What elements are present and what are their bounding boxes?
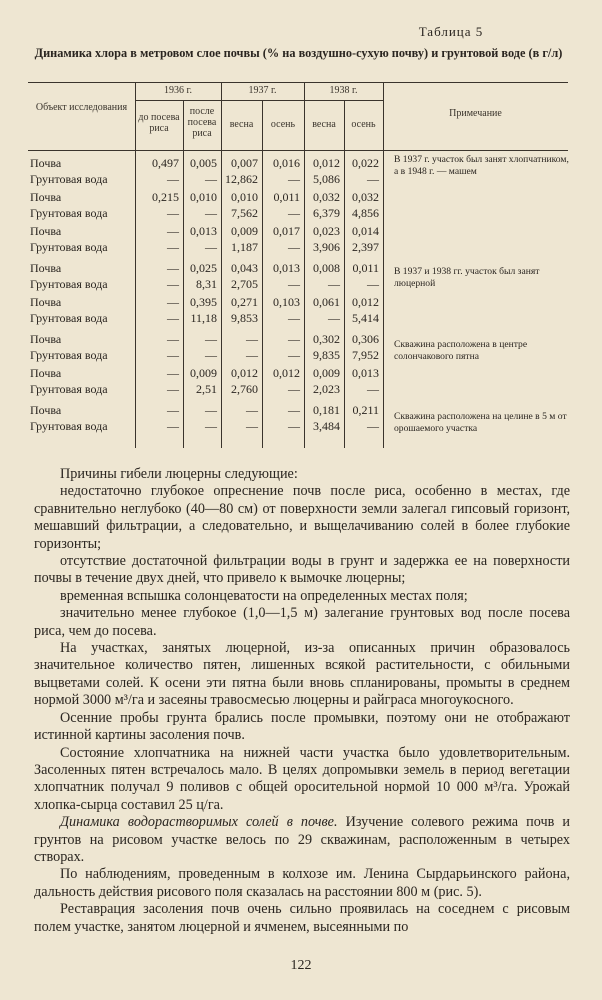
header-object: Объект исследования [35,102,128,113]
table-cell: 3,906 [313,240,340,254]
table-cell: 0,007 [231,156,258,170]
table-cell: 0,010 [190,190,217,204]
paragraph: отсутствие достаточной фильтрации воды в грунт и задержка ее на поверхности почвы в течение двух дней, что привело к вымочке люцерны; [34,553,570,587]
table-cell: 7,562 [231,206,258,220]
table-cell: 2,397 [352,240,379,254]
table-cell: 0,011 [352,261,379,275]
table-cell: 0,012 [231,366,258,380]
table-cell: 0,012 [273,366,300,380]
table-cell: 0,211 [352,403,379,417]
header-after-rice: после посева риса [187,106,217,139]
table-top-rule [28,82,568,83]
table-cell: — [367,172,379,186]
table-cell: — [288,382,300,396]
row-label: Почва [30,190,62,204]
table-cell: 0,013 [190,224,217,238]
header-note: Примечание [449,108,502,119]
table-cell: 0,025 [190,261,217,275]
row-label: Грунтовая вода [30,382,108,396]
note-2: В 1937 и 1938 гг. участок был занят люцерной [394,266,540,289]
paragraph: временная вспышка солонцеватости на определенных местах поля; [60,587,468,604]
paragraph: На участках, занятых люцерной, из-за описанных причин образовалось значительное количество пятен, лишенных всякой растительности, с обильными выцветами солей. К осени эти пятна были вновь спланированы, промыты в среднем нормой 3000 м³/га и засеяны травосмесью люцерны и райграса многоукосного. [34,640,570,709]
table-cell: 0,032 [352,190,379,204]
table-cell: — [205,206,217,220]
table-cell: 0,013 [352,366,379,380]
table-cell: — [288,332,300,346]
paragraph-text: Изучение солевого режима почв и грунтов на рисовом участке велось по 29 скважинам, расположенным в четырех створах. [34,814,571,865]
table-cell: — [328,277,340,291]
header-spring-1937: весна [229,119,254,130]
paragraph: недостаточно глубокое опреснение почв после риса, особенно в местах, где сравнительно неглубоко (40—80 см) от поверхности земли залегал гипсовый горизонт, мешавший фильтрации, а следовательно, и выщелачиванию солей в более глубокие горизонты; [34,483,570,552]
table-cell: — [167,419,179,433]
table-cell: 12,862 [225,172,258,186]
table-cell: — [288,311,300,325]
table-cell: — [367,419,379,433]
header-bottom-rule [28,150,568,151]
table-cell: — [205,240,217,254]
table-cell: 0,008 [313,261,340,275]
table-cell: — [167,366,179,380]
table-cell: 9,835 [313,348,340,362]
table-cell: 0,023 [313,224,340,238]
table-cell: 0,012 [352,295,379,309]
table-cell: — [167,295,179,309]
row-label: Почва [30,332,62,346]
row-label: Грунтовая вода [30,240,108,254]
row-label: Грунтовая вода [30,419,108,433]
note-1: В 1937 г. участок был занят хлопчатником, а в 1948 г. — машем [394,154,569,177]
paragraph: Причины гибели люцерны следующие: [60,466,298,482]
table-cell: 7,952 [352,348,379,362]
paragraph: значительно менее глубокое (1,0—1,5 м) залегание грунтовых вод после посева риса, чем до посева. [34,605,570,639]
note-4: Скважина расположена на целине в 5 м от орошаемого участка [394,411,567,434]
table-cell: 0,103 [273,295,300,309]
table-cell: 11,18 [190,311,217,325]
page-number: 122 [290,958,312,973]
row-label: Грунтовая вода [30,311,108,325]
row-label: Почва [30,156,62,170]
table-cell: 8,31 [196,277,217,291]
table-cell: 0,302 [313,332,340,346]
table-cell: 2,023 [313,382,340,396]
table-cell: 0,010 [231,190,258,204]
chlorine-table [28,80,568,450]
header-1938: 1938 г. [329,85,358,96]
table-cell: — [246,419,258,433]
table-cell: — [288,206,300,220]
table-cell: 0,012 [313,156,340,170]
table-cell: 2,705 [231,277,258,291]
table-cell: 5,414 [352,311,379,325]
table-cell: 0,181 [313,403,340,417]
table-cell: — [167,240,179,254]
table-cell: 2,51 [196,382,217,396]
table-cell: 0,016 [273,156,300,170]
table-cell: 0,395 [190,295,217,309]
table-cell: — [288,277,300,291]
row-label: Почва [30,403,62,417]
table-cell: — [167,311,179,325]
table-cell: — [288,348,300,362]
table-cell: 3,484 [313,419,340,433]
table-cell: 0,009 [313,366,340,380]
table-cell: 0,017 [273,224,300,238]
row-label: Грунтовая вода [30,348,108,362]
table-cell: 0,061 [313,295,340,309]
table-cell: 0,011 [273,190,300,204]
table-cell: — [246,332,258,346]
table-cell: — [167,172,179,186]
table-cell: — [205,172,217,186]
paragraph: Состояние хлопчатника на нижней части участка было удовлетворительным. Засоленных пятен встречалось мало. В целях допромывки земель в период вегетации хлопчатник получал 9 поливов с общей оросительной нормой 10 000 м³/га. Урожай хлопка-сырца составил 25 ц/га. [34,744,570,813]
table-cell: — [205,332,217,346]
col-rule-7 [383,82,384,448]
header-autumn-1937: осень [270,119,296,130]
table-cell: 1,187 [231,240,258,254]
table-cell: — [288,240,300,254]
table-cell: 0,009 [231,224,258,238]
table-title: Динамика хлора в метровом слое почвы (% на воздушно-сухую почву) и грунтовой воде (в г/л) [34,46,563,60]
row-label: Почва [30,366,62,380]
table-cell: 2,760 [231,382,258,396]
table-cell: — [288,403,300,417]
table-cell: 0,215 [152,190,179,204]
table-cell: 0,014 [352,224,379,238]
table-cell: 0,005 [190,156,217,170]
table-cell: 0,032 [313,190,340,204]
table-cell: — [167,277,179,291]
row-label: Грунтовая вода [30,277,108,291]
table-cell: 0,497 [152,156,179,170]
table-cell: 0,013 [273,261,300,275]
table-cell: 5,086 [313,172,340,186]
header-1936: 1936 г. [164,85,192,96]
table-cell: — [367,277,379,291]
table-cell: 0,306 [352,332,379,346]
table-cell: — [367,382,379,396]
table-cell: 6,379 [313,206,340,220]
note-3: Скважина расположена в центре солончакового пятна [394,339,528,362]
table-cell: — [167,261,179,275]
table-cell: — [328,311,340,325]
table-cell: — [288,419,300,433]
table-cell: — [246,348,258,362]
table-cell: — [288,172,300,186]
table-number: Таблица 5 [418,24,484,39]
section-heading: Динамика водорастворимых солей в почве. [60,814,338,831]
year-header-rule [135,100,383,101]
body-text [34,466,570,936]
table-cell: 4,856 [352,206,379,220]
row-label: Почва [30,224,62,238]
table-cell: 0,022 [352,156,379,170]
row-label: Грунтовая вода [30,206,108,220]
table-cell: — [205,419,217,433]
paragraph: Реставрация засоления почв очень сильно проявилась на соседнем с рисовым полем участке, занятом люцерной и ячменем, высеянными по [34,901,570,935]
paragraph [34,814,570,866]
header-autumn-1938: осень [351,119,376,130]
table-cell: — [167,382,179,396]
header-before-rice: до посева риса [138,112,180,134]
table-cell: — [167,403,179,417]
table-cell: — [246,403,258,417]
table-cell: 0,043 [231,261,258,275]
table-cell: — [205,348,217,362]
table-cell: — [167,332,179,346]
paragraph: Осенние пробы грунта брались после промывки, поэтому они не отображают истинной картины засоления почв. [34,709,570,744]
table-cell: — [167,224,179,238]
table-cell: 9,853 [231,311,258,325]
header-1937: 1937 г. [248,85,277,96]
row-label: Почва [30,261,62,275]
row-label: Грунтовая вода [30,172,108,186]
header-spring-1938: весна [312,119,336,130]
paragraph: По наблюдениям, проведенным в колхозе им. Ленина Сырдарьинского района, дальность действия рисового поля сказалась на расстоянии 800 м (рис. 5). [34,866,570,900]
table-cell: — [205,403,217,417]
table-cell: — [167,206,179,220]
table-cell: — [167,348,179,362]
table-cell: 0,271 [231,295,258,309]
table-cell: 0,009 [190,366,217,380]
row-label: Почва [30,295,62,309]
